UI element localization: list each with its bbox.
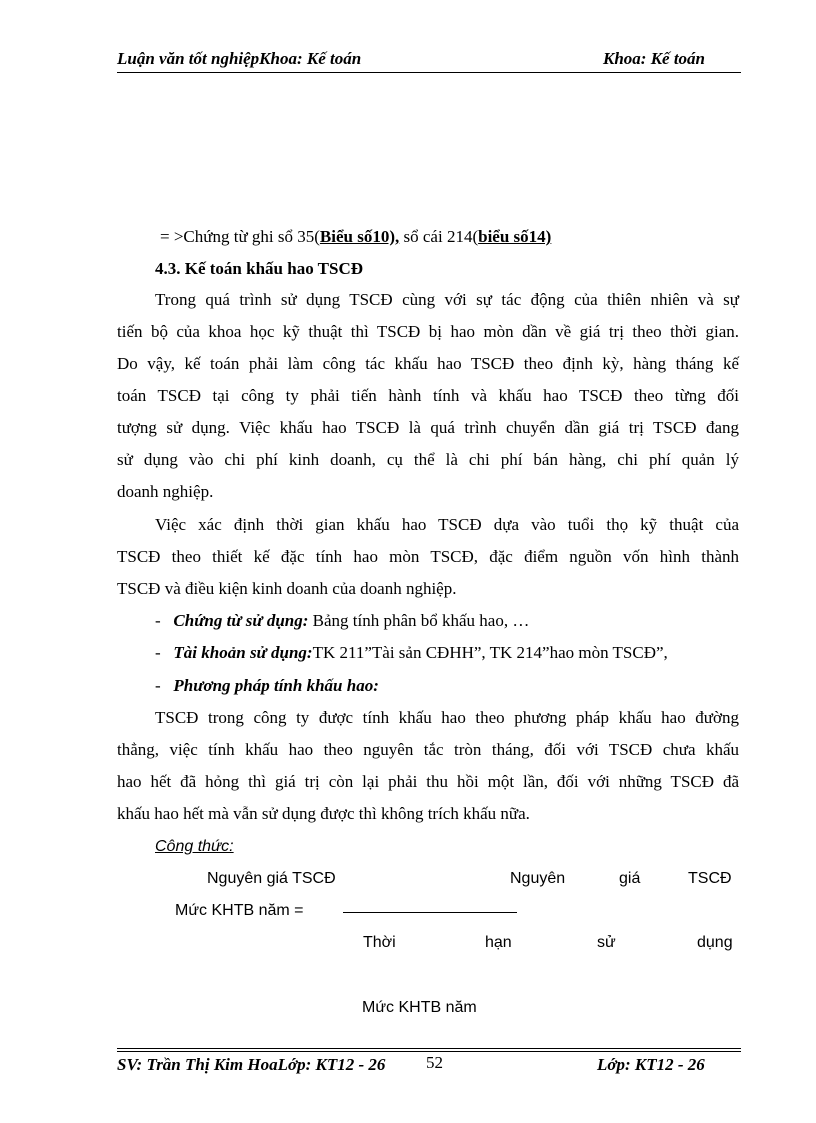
bullet-label: Tài khoản sử dụng:	[173, 643, 313, 662]
bullet-text: TK 211”Tài sản CĐHH”, TK 214”hao mòn TSCĐ”,	[312, 643, 668, 662]
page-number: 52	[426, 1053, 443, 1072]
paragraph-3-line: thẳng, việc tính khấu hao theo nguyên tắc tròn tháng, đối với TSCĐ chưa khấu	[117, 740, 739, 759]
reference-prefix: = >Chứng từ ghi sổ 35(	[160, 227, 320, 246]
formula-denominator-word: hạn	[485, 934, 512, 951]
reference-line	[160, 227, 551, 247]
formula-fraction-bar	[343, 912, 517, 913]
bullet-item	[155, 611, 529, 631]
header-right: Khoa: Kế toán	[603, 49, 706, 68]
paragraph-1-line: Do vậy, kế toán phải làm công tác khấu hao TSCĐ theo định kỳ, hàng tháng kế	[117, 354, 739, 373]
bullet-item	[155, 676, 379, 696]
reference-link-bieu-so-14[interactable]: biểu số14)	[478, 227, 552, 246]
formula-numerator-word: giá	[619, 870, 641, 887]
footer-right: Lớp: KT12 - 26	[597, 1055, 705, 1074]
reference-link-bieu-so-10[interactable]: Biểu số10),	[319, 227, 400, 246]
paragraph-2-line: TSCĐ và điều kiện kinh doanh của doanh nghiệp.	[117, 579, 457, 598]
formula-denominator-word: sử	[597, 934, 616, 951]
footer-divider-bottom	[117, 1051, 741, 1052]
formula-numerator-left: Nguyên giá TSCĐ	[207, 870, 336, 887]
paragraph-1-line: tượng sử dụng. Việc khấu hao TSCĐ là quá trình chuyển dần giá trị TSCĐ đang	[117, 418, 739, 437]
section-heading: 4.3. Kế toán khấu hao TSCĐ	[155, 259, 363, 278]
bullet-dash: -	[155, 611, 161, 630]
bullet-text: Bảng tính phân bổ khấu hao, …	[308, 611, 530, 630]
formula-numerator-word: Nguyên	[510, 870, 566, 887]
paragraph-1-line: toán TSCĐ tại công ty phải tiến hành tính và khấu hao TSCĐ theo từng đối	[117, 386, 739, 405]
bullet-label: Chứng từ sử dụng:	[173, 611, 309, 630]
formula-denominator-word: Thời	[363, 934, 396, 951]
formula-label: Công thức:	[155, 838, 234, 855]
header-left: Luận văn tốt nghiệpKhoa: Kế toán	[117, 49, 362, 68]
formula-lhs: Mức KHTB năm =	[175, 902, 304, 919]
paragraph-1-line: sử dụng vào chi phí kinh doanh, cụ thể là chi phí bán hàng, chi phí quản lý	[117, 450, 739, 469]
bullet-item	[155, 643, 668, 663]
reference-mid: sổ cái 214(	[399, 227, 479, 246]
footer-divider-top	[117, 1048, 741, 1049]
paragraph-1-line: tiến bộ của khoa học kỹ thuật thì TSCĐ bị hao mòn dần về giá trị theo thời gian.	[117, 322, 739, 341]
formula-numerator-word: TSCĐ	[688, 870, 732, 887]
header-divider	[117, 72, 741, 73]
paragraph-3-line: khấu hao hết mà vẫn sử dụng được thì không trích khấu nữa.	[117, 804, 530, 823]
footer-left: SV: Trần Thị Kim HoaLớp: KT12 - 26	[117, 1055, 386, 1074]
paragraph-2-line: Việc xác định thời gian khấu hao TSCĐ dựa vào tuổi thọ kỹ thuật của	[155, 515, 739, 534]
bullet-dash: -	[155, 676, 161, 695]
bullet-label: Phương pháp tính khấu hao:	[173, 676, 379, 695]
paragraph-2-line: TSCĐ theo thiết kế đặc tính hao mòn TSCĐ, đặc điểm nguồn vốn hình thành	[117, 547, 739, 566]
paragraph-3-line: TSCĐ trong công ty được tính khấu hao theo phương pháp khấu hao đường	[155, 708, 739, 727]
paragraph-1-line: doanh nghiệp.	[117, 482, 214, 501]
paragraph-1-line: Trong quá trình sử dụng TSCĐ cùng với sự tác động của thiên nhiên và sự	[155, 290, 739, 309]
formula-denominator-word: dụng	[697, 934, 733, 951]
bullet-dash: -	[155, 643, 161, 662]
paragraph-3-line: hao hết đã hỏng thì giá trị còn lại phải thu hồi một lần, đối với những TSCĐ đã	[117, 772, 739, 791]
formula-bottom: Mức KHTB năm	[362, 999, 477, 1016]
